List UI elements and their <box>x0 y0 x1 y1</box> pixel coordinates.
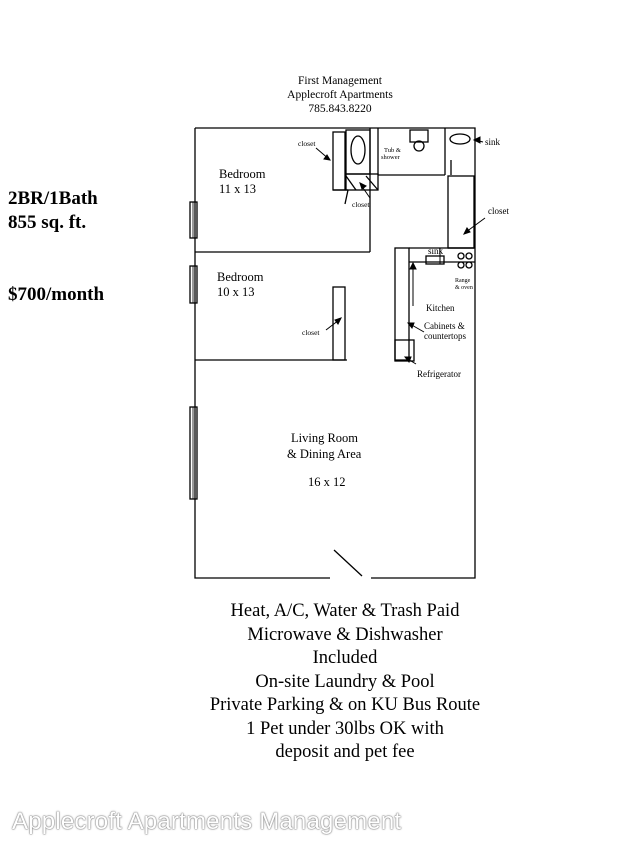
outer-wall-left <box>195 128 330 578</box>
bedroom2-size: 10 x 13 <box>217 285 255 299</box>
amenity-line: On-site Laundry & Pool <box>255 671 435 692</box>
tub-label-1: Tub & <box>384 147 401 154</box>
amenity-line: Heat, A/C, Water & Trash Paid <box>230 601 460 621</box>
kitchen-label: Kitchen <box>426 303 455 313</box>
closet-bedroom1-label: closet <box>352 200 370 209</box>
window-living <box>190 407 197 499</box>
kitchen-sink <box>426 256 444 264</box>
bedroom2-name: Bedroom <box>217 270 264 284</box>
watermark-text: Applecroft Apartments Management <box>12 808 402 835</box>
window-bedroom2 <box>190 266 197 303</box>
bedroom1-name: Bedroom <box>219 167 266 181</box>
bath-sink-label: sink <box>485 137 501 147</box>
company-name: First Management <box>298 75 382 87</box>
amenity-line: 1 Pet under 30lbs OK with <box>246 718 444 739</box>
property-name: Applecroft Apartments <box>287 89 393 101</box>
living-room-name: Living Room <box>291 431 359 445</box>
bedroom1-size: 11 x 13 <box>219 182 257 196</box>
unit-type: 2BR/1Bath <box>8 188 98 209</box>
closet-top-label: closet <box>298 139 316 148</box>
phone-number: 785.843.8220 <box>308 103 372 115</box>
unit-area: 855 sq. ft. <box>8 212 87 233</box>
bath-sink <box>450 134 470 144</box>
range-label-2: & oven <box>455 285 473 291</box>
amenities-list <box>120 600 570 765</box>
amenity-line: Private Parking & on KU Bus Route <box>209 695 481 715</box>
range-label-1: Range <box>455 278 471 284</box>
amenity-line: deposit and pet fee <box>275 742 415 762</box>
range-burner <box>458 253 464 259</box>
cabinets-label-1: Cabinets & <box>424 321 465 331</box>
amenity-line: Microwave & Dishwasher <box>247 624 443 645</box>
kitchen-counter <box>395 248 409 360</box>
monthly-rent: $700/month <box>8 284 105 305</box>
dining-area-name: & Dining Area <box>287 447 362 461</box>
entry-door <box>334 550 362 576</box>
living-room-size: 16 x 12 <box>308 475 346 489</box>
amenity-line: Included <box>312 648 378 668</box>
cabinets-label-2: countertops <box>424 331 466 341</box>
refrigerator-label: Refrigerator <box>417 369 461 379</box>
toilet <box>410 130 428 142</box>
window-bedroom1 <box>190 202 197 238</box>
closet-right-label: closet <box>488 206 509 216</box>
kitchen-sink-label: sink <box>428 246 444 256</box>
closet-bedroom2-label: closet <box>302 328 320 337</box>
tub-label-2: shower <box>381 154 400 161</box>
closet-right <box>448 176 474 248</box>
closet-top <box>333 132 345 190</box>
